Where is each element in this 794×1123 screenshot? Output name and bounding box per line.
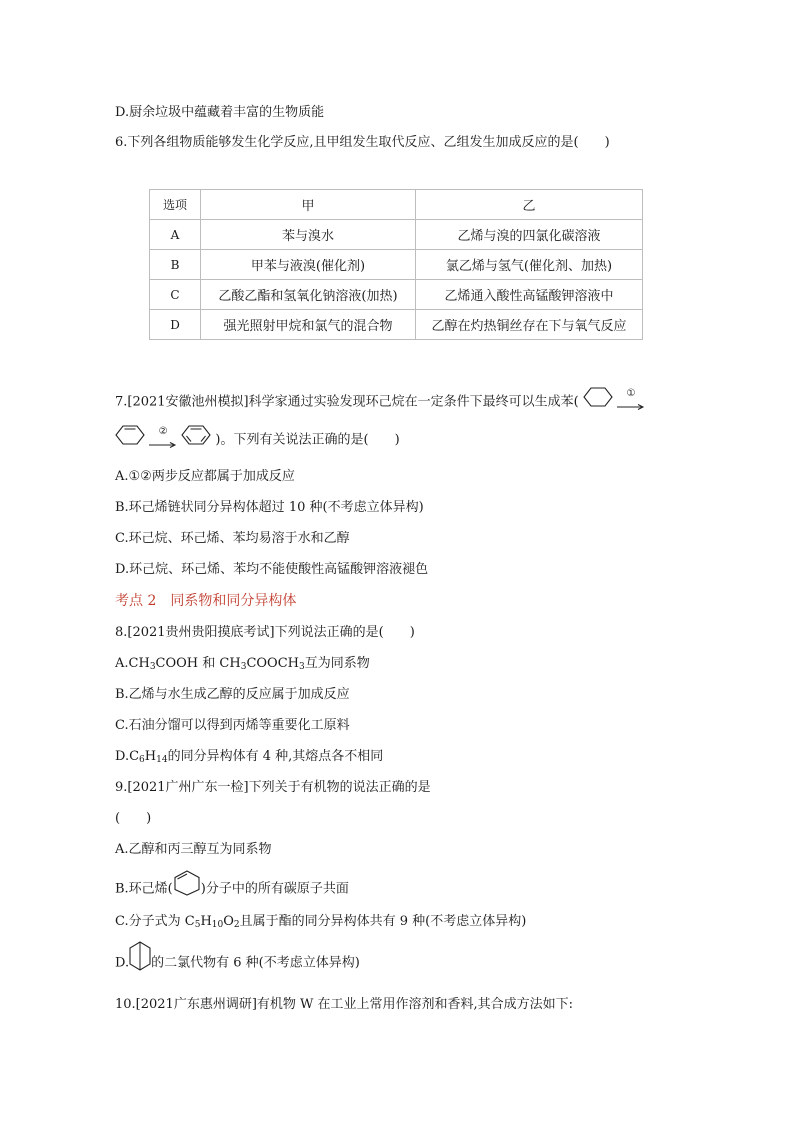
table-row (150, 310, 643, 340)
q8-option-b: B.乙烯与水生成乙醇的反应属于加成反应 (115, 687, 350, 702)
reaction-arrow-2 (149, 426, 177, 451)
table-cell: A (150, 220, 201, 250)
q9-answer-paren: ( ) (115, 811, 152, 826)
table-row (150, 280, 643, 310)
q6-options-table (149, 189, 643, 340)
q8-option-c: C.石油分馏可以得到丙烯等重要化工原料 (115, 718, 350, 733)
cyclohexene-structure-icon (173, 870, 201, 908)
table-header-cell: 选项 (150, 190, 201, 220)
q9-stem: 9.[2021广州广东一检]下列关于有机物的说法正确的是 (115, 780, 431, 795)
table-header-cell: 甲 (201, 190, 416, 220)
table-cell: 甲苯与液溴(催化剂) (201, 250, 416, 280)
table-cell: 乙烯与溴的四氯化碳溶液 (416, 220, 643, 250)
text-run: 且属于酯的同分异构体共有 9 种(不考虑立体异构) (239, 914, 527, 929)
text-run: COOCH (246, 656, 299, 671)
table-header-cell: 乙 (416, 190, 643, 220)
subscript: 3 (240, 662, 247, 672)
q7-stem-part2: )。下列有关说法正确的是( ) (215, 432, 400, 448)
q7-stem-line1 (115, 386, 645, 412)
subscript: 6 (139, 755, 145, 765)
table-row (150, 250, 643, 280)
subscript: 5 (194, 920, 201, 930)
text-run: )分子中的所有碳原子共面 (200, 881, 349, 897)
q7-option-b: B.环己烯链状同分异构体超过 10 种(不考虑立体异构) (115, 500, 424, 515)
text-run: 的同分异构体有 4 种,其熔点各不相同 (167, 749, 384, 764)
text-run: H (200, 914, 212, 929)
table-header-row (150, 190, 643, 220)
section-heading: 考点 2 同系物和同分异构体 (115, 593, 297, 609)
table-cell: B (150, 250, 201, 280)
q6-stem: 6.下列各组物质能够发生化学反应,且甲组发生取代反应、乙组发生加成反应的是( ) (115, 135, 610, 150)
text-run: O (223, 914, 234, 929)
q7-option-a: A.①②两步反应都属于加成反应 (115, 469, 295, 484)
arrow-2-label: ② (158, 426, 168, 437)
text-run: 互为同系物 (304, 656, 370, 671)
q9-option-d (115, 941, 360, 975)
table-cell: 氯乙烯与氢气(催化剂、加热) (416, 250, 643, 280)
subscript: 3 (298, 662, 305, 672)
q5-option-d: D.厨余垃圾中蕴藏着丰富的生物质能 (115, 105, 325, 120)
cyclohexane-structure-icon (583, 386, 613, 418)
q8-option-d (115, 748, 383, 766)
table-cell: 强光照射甲烷和氯气的混合物 (201, 310, 416, 340)
q9-option-c (115, 913, 526, 931)
table-cell: 乙酸乙酯和氢氧化钠溶液(加热) (201, 280, 416, 310)
text-run: D.C (115, 749, 140, 764)
reaction-arrow-1 (617, 388, 645, 413)
cyclohexene-structure-icon (115, 424, 145, 456)
q9-option-a: A.乙醇和丙三醇互为同系物 (115, 842, 272, 857)
subscript: 3 (149, 662, 156, 672)
q7-option-d: D.环己烷、环己烯、苯均不能使酸性高锰酸钾溶液褪色 (115, 562, 429, 577)
text-run: COOH 和 CH (155, 656, 241, 671)
q7-stem-line2 (115, 424, 400, 450)
text-run: B.环己烯( (115, 881, 173, 897)
table-cell: 苯与溴水 (201, 220, 416, 250)
text-run: A.CH (115, 656, 150, 671)
text-run: C.分子式为 C (115, 914, 195, 929)
table-cell: 乙烯通入酸性高锰酸钾溶液中 (416, 280, 643, 310)
subscript: 14 (156, 755, 168, 765)
benzene-structure-icon (181, 424, 211, 456)
subscript: 10 (211, 920, 224, 930)
q7-option-c: C.环己烷、环己烯、苯均易溶于水和乙醇 (115, 531, 350, 546)
q8-stem: 8.[2021贵州贵阳摸底考试]下列说法正确的是( ) (115, 625, 415, 640)
table-row (150, 220, 643, 250)
text-run: H (144, 749, 157, 764)
table-cell: D (150, 310, 201, 340)
subscript: 2 (233, 920, 240, 930)
table-cell: C (150, 280, 201, 310)
text-run: 的二氯代物有 6 种(不考虑立体异构) (151, 955, 360, 971)
table-cell: 乙醇在灼热铜丝存在下与氧气反应 (416, 310, 643, 340)
q8-option-a (115, 655, 370, 673)
text-run: D. (115, 955, 130, 971)
bicyclic-structure-icon (129, 941, 151, 985)
q9-option-b (115, 870, 349, 900)
q7-stem-part1: 7.[2021安徽池州模拟]科学家通过实验发现环己烷在一定条件下最终可以生成苯( (115, 394, 579, 410)
arrow-1-label: ① (626, 388, 636, 399)
q10-stem: 10.[2021广东惠州调研]有机物 W 在工业上常用作溶剂和香料,其合成方法如下: (115, 997, 574, 1012)
